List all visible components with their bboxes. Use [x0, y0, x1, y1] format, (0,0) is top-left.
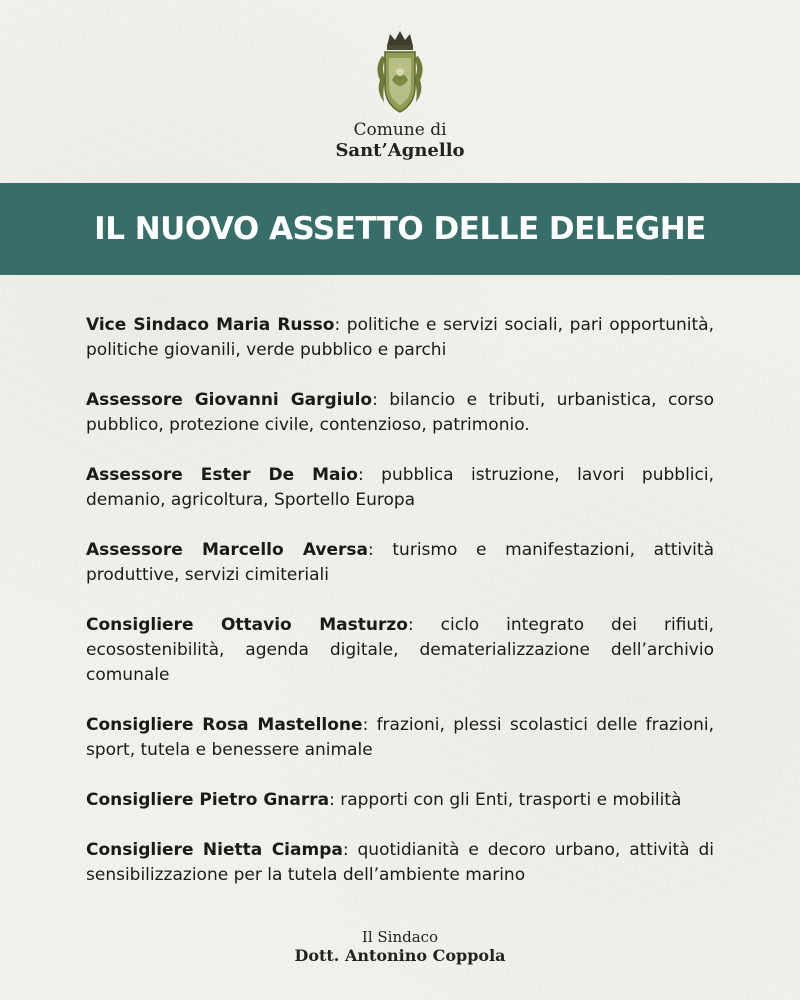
- delega-name: Consigliere Nietta Ciampa: [86, 840, 343, 860]
- signature-name: Dott. Antonino Coppola: [294, 946, 506, 965]
- delega-name: Consigliere Ottavio Masturzo: [86, 615, 408, 635]
- delega-name: Assessore Giovanni Gargiulo: [86, 390, 373, 410]
- delega-item: [86, 388, 714, 438]
- delega-name: Assessore Marcello Aversa: [86, 540, 368, 560]
- comune-heading: [0, 120, 800, 162]
- delega-text: : pubblica istruzione, lavori pubblici, demanio, agricoltura, Sportello Europa: [86, 465, 714, 510]
- page-title: IL NUOVO ASSETTO DELLE DELEGHE: [94, 211, 706, 247]
- delega-item: [86, 713, 714, 763]
- delega-name: Assessore Ester De Maio: [86, 465, 358, 485]
- delega-text: : turismo e manifestazioni, attività produttive, servizi cimiteriali: [86, 540, 714, 585]
- delega-text: : quotidianità e decoro urbano, attività di sensibilizzazione per la tutela dell’ambiente marino: [86, 840, 714, 885]
- comune-line1: Comune di: [353, 120, 447, 140]
- delega-item: [86, 788, 714, 813]
- comune-name: Sant’Agnello: [335, 140, 465, 161]
- delega-item: [86, 538, 714, 588]
- delega-item: [86, 613, 714, 688]
- delega-item: [86, 838, 714, 888]
- delega-text: : politiche e servizi sociali, pari opportunità, politiche giovanili, verde pubblico e parchi: [86, 315, 714, 360]
- delega-text: : frazioni, plessi scolastici delle frazioni, sport, tutela e benessere animale: [86, 715, 715, 760]
- delega-name: Consigliere Rosa Mastellone: [86, 715, 363, 735]
- signature-block: [0, 928, 800, 966]
- delega-item: [86, 313, 714, 363]
- delega-name: Consigliere Pietro Gnarra: [86, 790, 330, 810]
- deleghe-list: [86, 313, 714, 913]
- delega-text: : rapporti con gli Enti, trasporti e mobilità: [329, 790, 682, 810]
- title-banner: [0, 183, 800, 275]
- delega-item: [86, 463, 714, 513]
- signature-role: Il Sindaco: [361, 928, 439, 946]
- delega-text: : bilancio e tributi, urbanistica, corso pubblico, protezione civile, contenzioso, patrimonio.: [86, 390, 714, 435]
- delega-text: : ciclo integrato dei rifiuti, ecosostenibilità, agenda digitale, dematerializzazione dell’archivio comunale: [86, 615, 715, 685]
- coat-of-arms-icon: [370, 28, 430, 118]
- delega-name: Vice Sindaco Maria Russo: [86, 315, 335, 335]
